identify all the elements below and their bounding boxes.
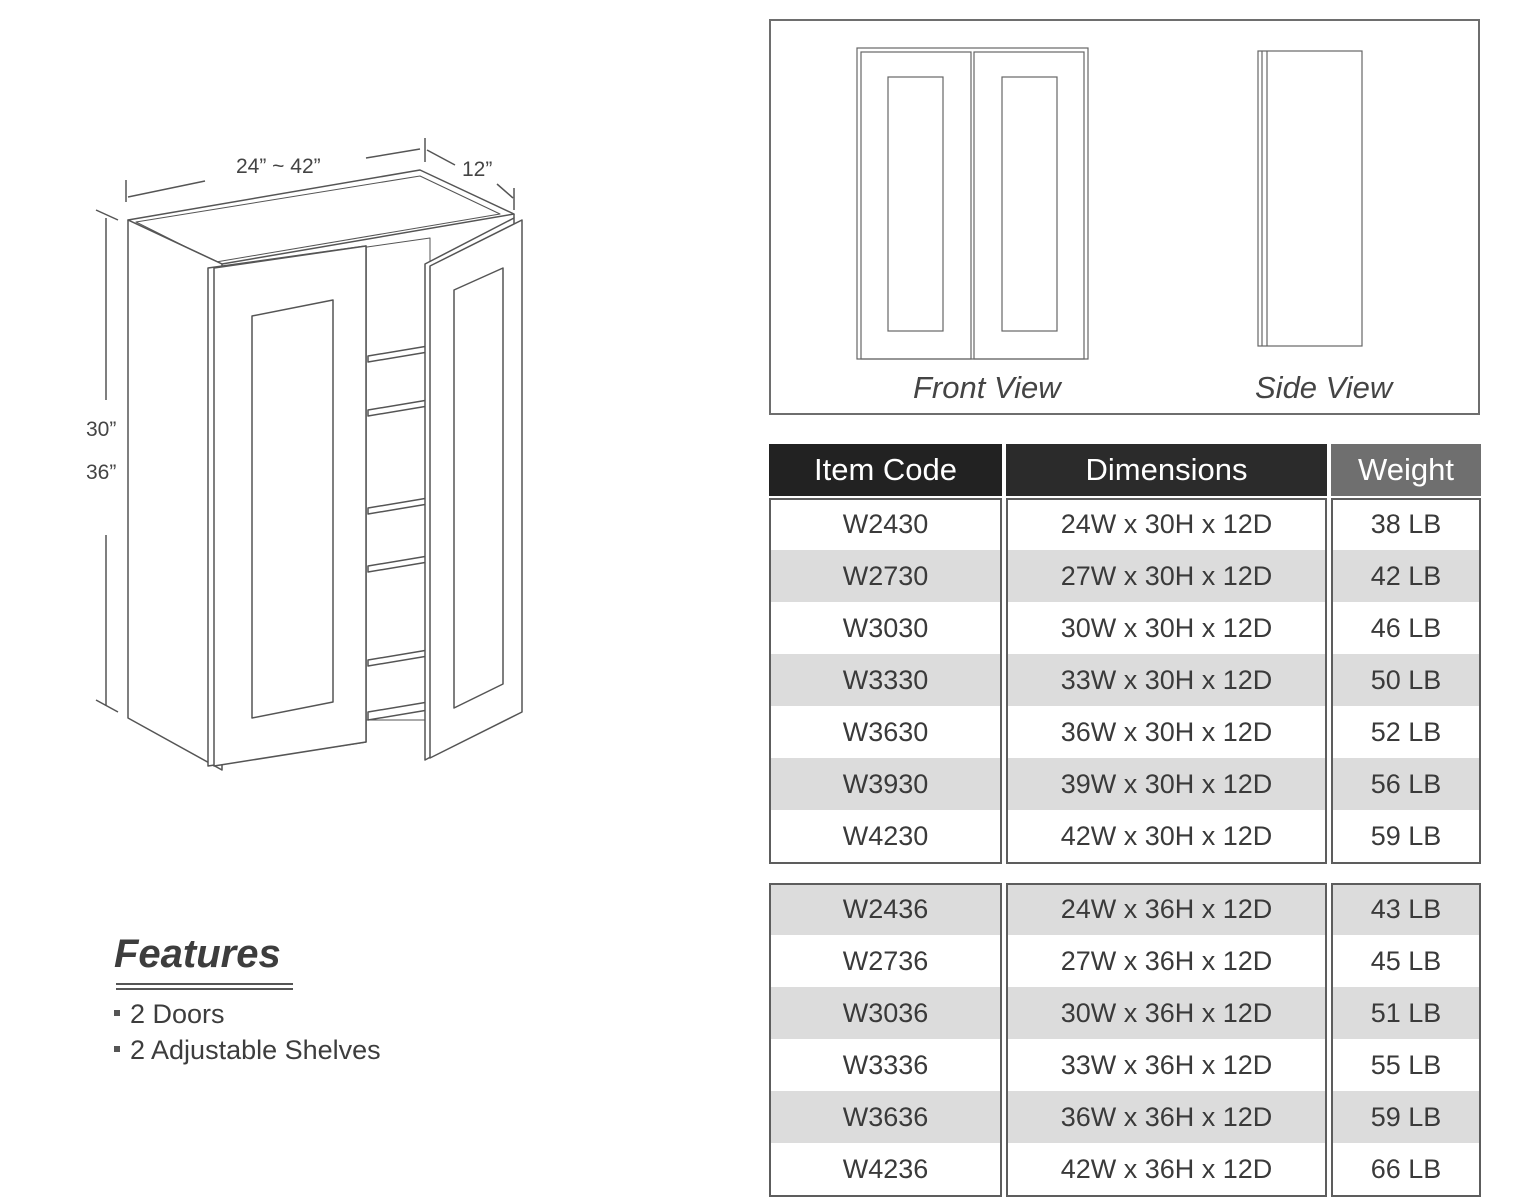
- cell-item-code: W3336: [842, 1049, 929, 1080]
- cell-weight: 50 LB: [1370, 664, 1442, 695]
- bullet-icon: [114, 1010, 120, 1016]
- cell-dimensions: 30W x 30H x 12D: [1060, 612, 1273, 643]
- cell-item-code: W3036: [842, 997, 929, 1028]
- features-underline: [116, 983, 293, 990]
- cell-dimensions: 24W x 30H x 12D: [1060, 508, 1273, 539]
- features-title: Features: [114, 932, 281, 976]
- column-border: [1331, 883, 1481, 1197]
- height-dimension-label-30: 30”: [86, 418, 117, 441]
- feature-item: 2 Adjustable Shelves: [114, 1035, 381, 1066]
- cell-weight: 59 LB: [1370, 820, 1442, 851]
- cell-item-code: W2730: [842, 560, 929, 591]
- cell-item-code: W2436: [842, 893, 929, 924]
- column-border: [1331, 498, 1481, 864]
- cell-dimensions: 27W x 30H x 12D: [1060, 560, 1273, 591]
- cell-weight: 59 LB: [1370, 1101, 1442, 1132]
- cell-item-code: W4230: [842, 820, 929, 851]
- cell-weight: 66 LB: [1370, 1153, 1442, 1184]
- cell-dimensions: 36W x 36H x 12D: [1060, 1101, 1273, 1132]
- cell-item-code: W3030: [842, 612, 929, 643]
- cell-dimensions: 27W x 36H x 12D: [1060, 945, 1273, 976]
- cell-item-code: W3636: [842, 1101, 929, 1132]
- front-view-label: Front View: [913, 370, 1061, 405]
- cell-weight: 42 LB: [1370, 560, 1442, 591]
- column-border: [769, 498, 1002, 864]
- column-border: [1006, 498, 1327, 864]
- cell-item-code: W3630: [842, 716, 929, 747]
- bullet-icon: [114, 1046, 120, 1052]
- cell-weight: 43 LB: [1370, 893, 1442, 924]
- cell-dimensions: 39W x 30H x 12D: [1060, 768, 1273, 799]
- cell-dimensions: 42W x 36H x 12D: [1060, 1153, 1273, 1184]
- cell-dimensions: 42W x 30H x 12D: [1060, 820, 1273, 851]
- cell-dimensions: 33W x 36H x 12D: [1060, 1049, 1273, 1080]
- cell-item-code: W4236: [842, 1153, 929, 1184]
- cell-dimensions: 36W x 30H x 12D: [1060, 716, 1273, 747]
- side-view-drawing: [771, 21, 1478, 413]
- header-weight: Weight: [1331, 444, 1481, 496]
- cell-weight: 51 LB: [1370, 997, 1442, 1028]
- cell-item-code: W2736: [842, 945, 929, 976]
- width-dimension-label: 24” ~ 42”: [236, 155, 321, 178]
- cell-item-code: W3930: [842, 768, 929, 799]
- cell-weight: 46 LB: [1370, 612, 1442, 643]
- cell-weight: 55 LB: [1370, 1049, 1442, 1080]
- cell-dimensions: 30W x 36H x 12D: [1060, 997, 1273, 1028]
- cell-item-code: W3330: [842, 664, 929, 695]
- header-dimensions: Dimensions: [1006, 444, 1327, 496]
- cell-weight: 45 LB: [1370, 945, 1442, 976]
- cell-weight: 52 LB: [1370, 716, 1442, 747]
- depth-dimension-label: 12”: [462, 158, 493, 181]
- side-view-label: Side View: [1255, 370, 1393, 405]
- feature-item: 2 Doors: [114, 999, 225, 1030]
- views-panel: [769, 19, 1480, 415]
- column-border: [1006, 883, 1327, 1197]
- cell-item-code: W2430: [842, 508, 929, 539]
- column-border: [769, 883, 1002, 1197]
- header-item-code: Item Code: [769, 444, 1002, 496]
- cell-weight: 56 LB: [1370, 768, 1442, 799]
- height-dimension-label-36: 36”: [86, 461, 117, 484]
- cell-weight: 38 LB: [1370, 508, 1442, 539]
- cell-dimensions: 24W x 36H x 12D: [1060, 893, 1273, 924]
- cell-dimensions: 33W x 30H x 12D: [1060, 664, 1273, 695]
